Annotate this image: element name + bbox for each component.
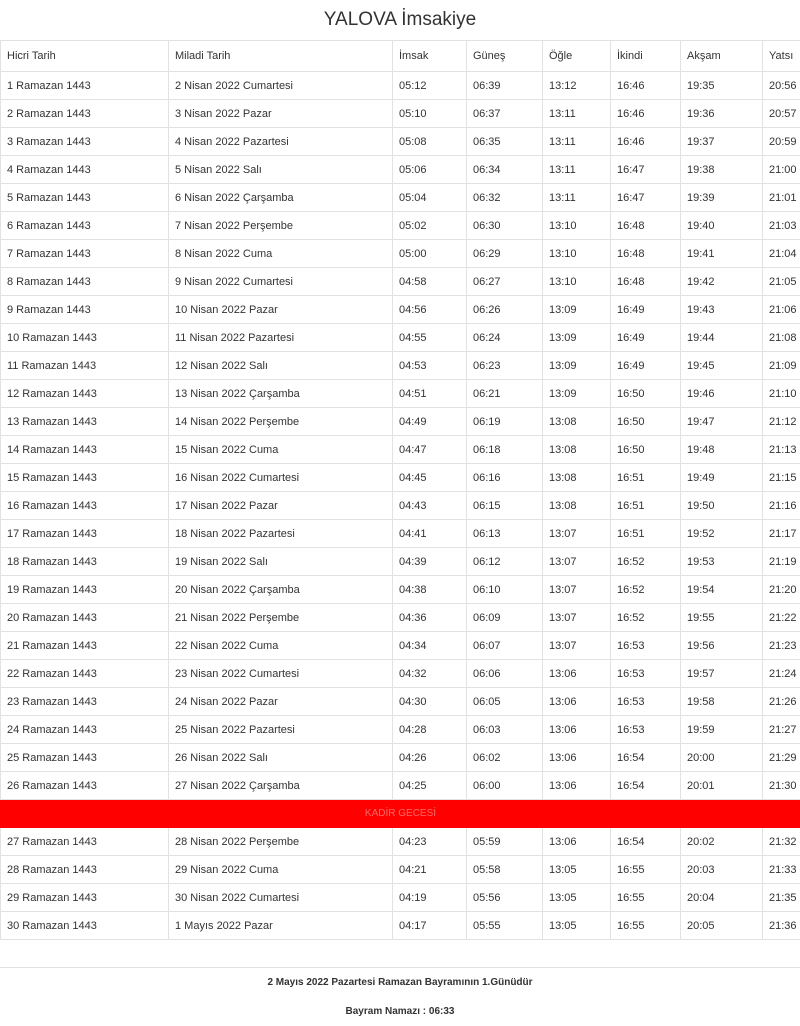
table-row <box>1 212 800 240</box>
cell-imsak: 04:32 <box>393 660 467 688</box>
cell-miladi-tarih: 12 Nisan 2022 Salı <box>169 352 393 380</box>
table-row <box>1 492 800 520</box>
cell-ogle: 13:08 <box>543 464 611 492</box>
cell-aksam: 20:05 <box>681 912 763 940</box>
cell-ogle: 13:09 <box>543 324 611 352</box>
cell-ikindi: 16:50 <box>611 380 681 408</box>
table-row <box>1 324 800 352</box>
cell-hicri-tarih: 3 Ramazan 1443 <box>1 128 169 156</box>
table-row <box>1 464 800 492</box>
cell-hicri-tarih: 28 Ramazan 1443 <box>1 856 169 884</box>
cell-ogle: 13:07 <box>543 576 611 604</box>
cell-miladi-tarih: 8 Nisan 2022 Cuma <box>169 240 393 268</box>
table-row <box>1 828 800 856</box>
cell-ogle: 13:09 <box>543 296 611 324</box>
cell-imsak: 04:28 <box>393 716 467 744</box>
cell-ogle: 13:06 <box>543 716 611 744</box>
separator-label: KADİR GECESİ <box>1 800 800 828</box>
cell-gunes: 06:39 <box>467 72 543 100</box>
cell-ikindi: 16:54 <box>611 828 681 856</box>
cell-hicri-tarih: 30 Ramazan 1443 <box>1 912 169 940</box>
cell-hicri-tarih: 18 Ramazan 1443 <box>1 548 169 576</box>
cell-gunes: 06:37 <box>467 100 543 128</box>
cell-ogle: 13:06 <box>543 744 611 772</box>
cell-yatsi: 21:12 <box>763 408 800 436</box>
cell-miladi-tarih: 11 Nisan 2022 Pazartesi <box>169 324 393 352</box>
cell-imsak: 04:30 <box>393 688 467 716</box>
cell-miladi-tarih: 2 Nisan 2022 Cumartesi <box>169 72 393 100</box>
cell-hicri-tarih: 9 Ramazan 1443 <box>1 296 169 324</box>
cell-gunes: 06:16 <box>467 464 543 492</box>
cell-ikindi: 16:48 <box>611 268 681 296</box>
cell-hicri-tarih: 13 Ramazan 1443 <box>1 408 169 436</box>
cell-imsak: 04:41 <box>393 520 467 548</box>
cell-gunes: 06:05 <box>467 688 543 716</box>
cell-yatsi: 21:30 <box>763 772 800 800</box>
cell-yatsi: 21:36 <box>763 912 800 940</box>
cell-ikindi: 16:52 <box>611 576 681 604</box>
imsakiye-table <box>0 40 800 940</box>
header-miladi-tarih: Miladi Tarih <box>169 41 393 72</box>
cell-ikindi: 16:55 <box>611 856 681 884</box>
cell-ogle: 13:11 <box>543 184 611 212</box>
cell-hicri-tarih: 6 Ramazan 1443 <box>1 212 169 240</box>
cell-gunes: 06:27 <box>467 268 543 296</box>
cell-ikindi: 16:53 <box>611 716 681 744</box>
cell-aksam: 20:03 <box>681 856 763 884</box>
cell-hicri-tarih: 1 Ramazan 1443 <box>1 72 169 100</box>
cell-aksam: 19:36 <box>681 100 763 128</box>
cell-hicri-tarih: 24 Ramazan 1443 <box>1 716 169 744</box>
cell-hicri-tarih: 11 Ramazan 1443 <box>1 352 169 380</box>
header-yatsi: Yatsı <box>763 41 800 72</box>
cell-ikindi: 16:55 <box>611 912 681 940</box>
cell-ogle: 13:05 <box>543 856 611 884</box>
cell-gunes: 06:26 <box>467 296 543 324</box>
cell-miladi-tarih: 1 Mayıs 2022 Pazar <box>169 912 393 940</box>
cell-hicri-tarih: 2 Ramazan 1443 <box>1 100 169 128</box>
table-row <box>1 688 800 716</box>
table-row <box>1 100 800 128</box>
cell-ogle: 13:07 <box>543 632 611 660</box>
cell-ikindi: 16:53 <box>611 688 681 716</box>
cell-ikindi: 16:49 <box>611 352 681 380</box>
cell-hicri-tarih: 19 Ramazan 1443 <box>1 576 169 604</box>
cell-hicri-tarih: 20 Ramazan 1443 <box>1 604 169 632</box>
cell-ogle: 13:09 <box>543 352 611 380</box>
cell-miladi-tarih: 5 Nisan 2022 Salı <box>169 156 393 184</box>
cell-gunes: 06:18 <box>467 436 543 464</box>
cell-yatsi: 21:27 <box>763 716 800 744</box>
cell-yatsi: 20:59 <box>763 128 800 156</box>
cell-miladi-tarih: 4 Nisan 2022 Pazartesi <box>169 128 393 156</box>
cell-miladi-tarih: 24 Nisan 2022 Pazar <box>169 688 393 716</box>
cell-imsak: 04:58 <box>393 268 467 296</box>
cell-yatsi: 21:35 <box>763 884 800 912</box>
cell-aksam: 19:48 <box>681 436 763 464</box>
bayram-namazi-line: Bayram Namazı : 06:33 <box>345 1006 455 1017</box>
cell-gunes: 06:03 <box>467 716 543 744</box>
table-row <box>1 856 800 884</box>
cell-miladi-tarih: 16 Nisan 2022 Cumartesi <box>169 464 393 492</box>
cell-miladi-tarih: 30 Nisan 2022 Cumartesi <box>169 884 393 912</box>
cell-hicri-tarih: 12 Ramazan 1443 <box>1 380 169 408</box>
cell-gunes: 05:56 <box>467 884 543 912</box>
cell-aksam: 19:37 <box>681 128 763 156</box>
cell-imsak: 04:26 <box>393 744 467 772</box>
cell-gunes: 05:58 <box>467 856 543 884</box>
table-row <box>1 408 800 436</box>
cell-ikindi: 16:54 <box>611 744 681 772</box>
cell-gunes: 05:59 <box>467 828 543 856</box>
cell-miladi-tarih: 26 Nisan 2022 Salı <box>169 744 393 772</box>
cell-hicri-tarih: 15 Ramazan 1443 <box>1 464 169 492</box>
cell-yatsi: 21:17 <box>763 520 800 548</box>
cell-gunes: 06:21 <box>467 380 543 408</box>
cell-imsak: 05:06 <box>393 156 467 184</box>
cell-gunes: 06:30 <box>467 212 543 240</box>
cell-imsak: 04:25 <box>393 772 467 800</box>
cell-aksam: 19:57 <box>681 660 763 688</box>
cell-gunes: 06:24 <box>467 324 543 352</box>
table-row <box>1 128 800 156</box>
cell-aksam: 19:35 <box>681 72 763 100</box>
header-aksam: Akşam <box>681 41 763 72</box>
cell-aksam: 20:01 <box>681 772 763 800</box>
kadir-gecesi-separator <box>1 800 800 828</box>
cell-hicri-tarih: 25 Ramazan 1443 <box>1 744 169 772</box>
cell-ikindi: 16:46 <box>611 100 681 128</box>
table-row <box>1 268 800 296</box>
table-row <box>1 548 800 576</box>
table-row <box>1 72 800 100</box>
cell-ikindi: 16:50 <box>611 408 681 436</box>
cell-ogle: 13:09 <box>543 380 611 408</box>
cell-ogle: 13:08 <box>543 436 611 464</box>
cell-aksam: 19:55 <box>681 604 763 632</box>
cell-ikindi: 16:46 <box>611 72 681 100</box>
cell-miladi-tarih: 13 Nisan 2022 Çarşamba <box>169 380 393 408</box>
cell-imsak: 04:23 <box>393 828 467 856</box>
cell-aksam: 19:54 <box>681 576 763 604</box>
cell-miladi-tarih: 7 Nisan 2022 Perşembe <box>169 212 393 240</box>
cell-gunes: 06:13 <box>467 520 543 548</box>
cell-imsak: 04:38 <box>393 576 467 604</box>
cell-yatsi: 21:33 <box>763 856 800 884</box>
table-row <box>1 296 800 324</box>
cell-gunes: 06:07 <box>467 632 543 660</box>
cell-yatsi: 21:10 <box>763 380 800 408</box>
cell-hicri-tarih: 7 Ramazan 1443 <box>1 240 169 268</box>
cell-aksam: 19:49 <box>681 464 763 492</box>
cell-hicri-tarih: 4 Ramazan 1443 <box>1 156 169 184</box>
cell-yatsi: 21:32 <box>763 828 800 856</box>
cell-miladi-tarih: 10 Nisan 2022 Pazar <box>169 296 393 324</box>
cell-hicri-tarih: 5 Ramazan 1443 <box>1 184 169 212</box>
table-row <box>1 240 800 268</box>
cell-aksam: 19:47 <box>681 408 763 436</box>
cell-imsak: 04:43 <box>393 492 467 520</box>
cell-ikindi: 16:51 <box>611 492 681 520</box>
cell-ogle: 13:07 <box>543 604 611 632</box>
cell-miladi-tarih: 29 Nisan 2022 Cuma <box>169 856 393 884</box>
cell-aksam: 19:43 <box>681 296 763 324</box>
cell-ikindi: 16:47 <box>611 184 681 212</box>
header-ikindi: İkindi <box>611 41 681 72</box>
page-title: YALOVA İmsakiye <box>323 9 477 30</box>
table-row <box>1 660 800 688</box>
table-body-after <box>1 828 800 940</box>
cell-yatsi: 21:04 <box>763 240 800 268</box>
cell-ogle: 13:11 <box>543 128 611 156</box>
cell-miladi-tarih: 3 Nisan 2022 Pazar <box>169 100 393 128</box>
cell-ogle: 13:10 <box>543 268 611 296</box>
cell-imsak: 04:45 <box>393 464 467 492</box>
cell-miladi-tarih: 22 Nisan 2022 Cuma <box>169 632 393 660</box>
cell-yatsi: 21:05 <box>763 268 800 296</box>
table-header-row <box>1 41 800 72</box>
cell-ikindi: 16:51 <box>611 520 681 548</box>
header-imsak: İmsak <box>393 41 467 72</box>
cell-ikindi: 16:48 <box>611 240 681 268</box>
cell-ogle: 13:06 <box>543 688 611 716</box>
cell-miladi-tarih: 28 Nisan 2022 Perşembe <box>169 828 393 856</box>
cell-imsak: 04:49 <box>393 408 467 436</box>
cell-ikindi: 16:49 <box>611 296 681 324</box>
cell-miladi-tarih: 23 Nisan 2022 Cumartesi <box>169 660 393 688</box>
cell-miladi-tarih: 17 Nisan 2022 Pazar <box>169 492 393 520</box>
cell-gunes: 06:09 <box>467 604 543 632</box>
cell-ogle: 13:06 <box>543 660 611 688</box>
cell-ikindi: 16:53 <box>611 632 681 660</box>
cell-miladi-tarih: 27 Nisan 2022 Çarşamba <box>169 772 393 800</box>
cell-ogle: 13:08 <box>543 492 611 520</box>
cell-ogle: 13:07 <box>543 520 611 548</box>
cell-ikindi: 16:54 <box>611 772 681 800</box>
cell-imsak: 04:36 <box>393 604 467 632</box>
header-gunes: Güneş <box>467 41 543 72</box>
cell-imsak: 05:04 <box>393 184 467 212</box>
cell-gunes: 06:32 <box>467 184 543 212</box>
cell-aksam: 19:56 <box>681 632 763 660</box>
cell-gunes: 06:06 <box>467 660 543 688</box>
cell-ikindi: 16:53 <box>611 660 681 688</box>
cell-ikindi: 16:49 <box>611 324 681 352</box>
cell-ikindi: 16:51 <box>611 464 681 492</box>
cell-aksam: 20:00 <box>681 744 763 772</box>
cell-imsak: 05:12 <box>393 72 467 100</box>
cell-miladi-tarih: 21 Nisan 2022 Perşembe <box>169 604 393 632</box>
cell-imsak: 04:55 <box>393 324 467 352</box>
cell-ogle: 13:10 <box>543 212 611 240</box>
cell-yatsi: 21:20 <box>763 576 800 604</box>
table-row <box>1 576 800 604</box>
cell-ogle: 13:05 <box>543 884 611 912</box>
footer <box>0 967 800 1026</box>
cell-miladi-tarih: 20 Nisan 2022 Çarşamba <box>169 576 393 604</box>
cell-aksam: 19:53 <box>681 548 763 576</box>
cell-hicri-tarih: 23 Ramazan 1443 <box>1 688 169 716</box>
table-row <box>1 380 800 408</box>
table-row <box>1 716 800 744</box>
cell-gunes: 06:12 <box>467 548 543 576</box>
cell-ogle: 13:06 <box>543 828 611 856</box>
cell-ikindi: 16:52 <box>611 548 681 576</box>
cell-aksam: 19:46 <box>681 380 763 408</box>
cell-hicri-tarih: 29 Ramazan 1443 <box>1 884 169 912</box>
cell-yatsi: 21:00 <box>763 156 800 184</box>
cell-gunes: 06:15 <box>467 492 543 520</box>
cell-aksam: 19:44 <box>681 324 763 352</box>
cell-gunes: 06:29 <box>467 240 543 268</box>
cell-ikindi: 16:50 <box>611 436 681 464</box>
cell-yatsi: 21:26 <box>763 688 800 716</box>
cell-ikindi: 16:48 <box>611 212 681 240</box>
cell-ogle: 13:12 <box>543 72 611 100</box>
cell-yatsi: 21:19 <box>763 548 800 576</box>
cell-hicri-tarih: 27 Ramazan 1443 <box>1 828 169 856</box>
cell-hicri-tarih: 14 Ramazan 1443 <box>1 436 169 464</box>
cell-yatsi: 21:24 <box>763 660 800 688</box>
cell-miladi-tarih: 25 Nisan 2022 Pazartesi <box>169 716 393 744</box>
cell-miladi-tarih: 14 Nisan 2022 Perşembe <box>169 408 393 436</box>
cell-gunes: 06:35 <box>467 128 543 156</box>
table-row <box>1 436 800 464</box>
cell-hicri-tarih: 22 Ramazan 1443 <box>1 660 169 688</box>
cell-gunes: 06:23 <box>467 352 543 380</box>
table-row <box>1 632 800 660</box>
cell-aksam: 19:52 <box>681 520 763 548</box>
cell-aksam: 19:41 <box>681 240 763 268</box>
cell-imsak: 04:47 <box>393 436 467 464</box>
cell-yatsi: 21:06 <box>763 296 800 324</box>
cell-aksam: 19:40 <box>681 212 763 240</box>
cell-hicri-tarih: 8 Ramazan 1443 <box>1 268 169 296</box>
cell-ikindi: 16:52 <box>611 604 681 632</box>
header-ogle: Öğle <box>543 41 611 72</box>
cell-aksam: 19:42 <box>681 268 763 296</box>
cell-aksam: 19:45 <box>681 352 763 380</box>
table-row <box>1 744 800 772</box>
cell-ogle: 13:10 <box>543 240 611 268</box>
cell-gunes: 06:00 <box>467 772 543 800</box>
cell-ogle: 13:11 <box>543 156 611 184</box>
cell-yatsi: 20:56 <box>763 72 800 100</box>
table-row <box>1 772 800 800</box>
cell-yatsi: 20:57 <box>763 100 800 128</box>
cell-imsak: 05:00 <box>393 240 467 268</box>
cell-ogle: 13:05 <box>543 912 611 940</box>
cell-aksam: 19:50 <box>681 492 763 520</box>
table-row <box>1 912 800 940</box>
cell-gunes: 06:02 <box>467 744 543 772</box>
cell-imsak: 04:51 <box>393 380 467 408</box>
cell-imsak: 05:10 <box>393 100 467 128</box>
cell-miladi-tarih: 18 Nisan 2022 Pazartesi <box>169 520 393 548</box>
cell-aksam: 19:59 <box>681 716 763 744</box>
cell-gunes: 06:34 <box>467 156 543 184</box>
cell-imsak: 04:21 <box>393 856 467 884</box>
cell-yatsi: 21:29 <box>763 744 800 772</box>
table-row <box>1 156 800 184</box>
cell-yatsi: 21:01 <box>763 184 800 212</box>
cell-imsak: 05:08 <box>393 128 467 156</box>
table-body <box>1 72 800 800</box>
cell-yatsi: 21:16 <box>763 492 800 520</box>
cell-aksam: 19:38 <box>681 156 763 184</box>
bayram-line: 2 Mayıs 2022 Pazartesi Ramazan Bayramının 1.Günüdür <box>267 977 533 988</box>
cell-ikindi: 16:47 <box>611 156 681 184</box>
cell-yatsi: 21:03 <box>763 212 800 240</box>
table-row <box>1 604 800 632</box>
cell-ogle: 13:06 <box>543 772 611 800</box>
cell-gunes: 05:55 <box>467 912 543 940</box>
cell-imsak: 04:19 <box>393 884 467 912</box>
cell-imsak: 04:56 <box>393 296 467 324</box>
cell-hicri-tarih: 10 Ramazan 1443 <box>1 324 169 352</box>
cell-aksam: 20:04 <box>681 884 763 912</box>
cell-yatsi: 21:22 <box>763 604 800 632</box>
cell-gunes: 06:19 <box>467 408 543 436</box>
cell-miladi-tarih: 19 Nisan 2022 Salı <box>169 548 393 576</box>
cell-aksam: 19:39 <box>681 184 763 212</box>
cell-miladi-tarih: 9 Nisan 2022 Cumartesi <box>169 268 393 296</box>
table-row <box>1 352 800 380</box>
cell-ikindi: 16:55 <box>611 884 681 912</box>
cell-imsak: 04:17 <box>393 912 467 940</box>
cell-imsak: 04:53 <box>393 352 467 380</box>
cell-hicri-tarih: 17 Ramazan 1443 <box>1 520 169 548</box>
spacer <box>0 940 800 967</box>
cell-yatsi: 21:23 <box>763 632 800 660</box>
cell-yatsi: 21:15 <box>763 464 800 492</box>
cell-aksam: 20:02 <box>681 828 763 856</box>
table-row <box>1 520 800 548</box>
cell-miladi-tarih: 6 Nisan 2022 Çarşamba <box>169 184 393 212</box>
cell-imsak: 05:02 <box>393 212 467 240</box>
cell-hicri-tarih: 21 Ramazan 1443 <box>1 632 169 660</box>
cell-ogle: 13:07 <box>543 548 611 576</box>
cell-yatsi: 21:13 <box>763 436 800 464</box>
cell-aksam: 19:58 <box>681 688 763 716</box>
cell-gunes: 06:10 <box>467 576 543 604</box>
cell-imsak: 04:39 <box>393 548 467 576</box>
cell-hicri-tarih: 26 Ramazan 1443 <box>1 772 169 800</box>
table-row <box>1 184 800 212</box>
cell-yatsi: 21:08 <box>763 324 800 352</box>
header-hicri-tarih: Hicri Tarih <box>1 41 169 72</box>
cell-hicri-tarih: 16 Ramazan 1443 <box>1 492 169 520</box>
table-row <box>1 884 800 912</box>
cell-ogle: 13:11 <box>543 100 611 128</box>
cell-yatsi: 21:09 <box>763 352 800 380</box>
cell-miladi-tarih: 15 Nisan 2022 Cuma <box>169 436 393 464</box>
cell-ikindi: 16:46 <box>611 128 681 156</box>
cell-ogle: 13:08 <box>543 408 611 436</box>
cell-imsak: 04:34 <box>393 632 467 660</box>
